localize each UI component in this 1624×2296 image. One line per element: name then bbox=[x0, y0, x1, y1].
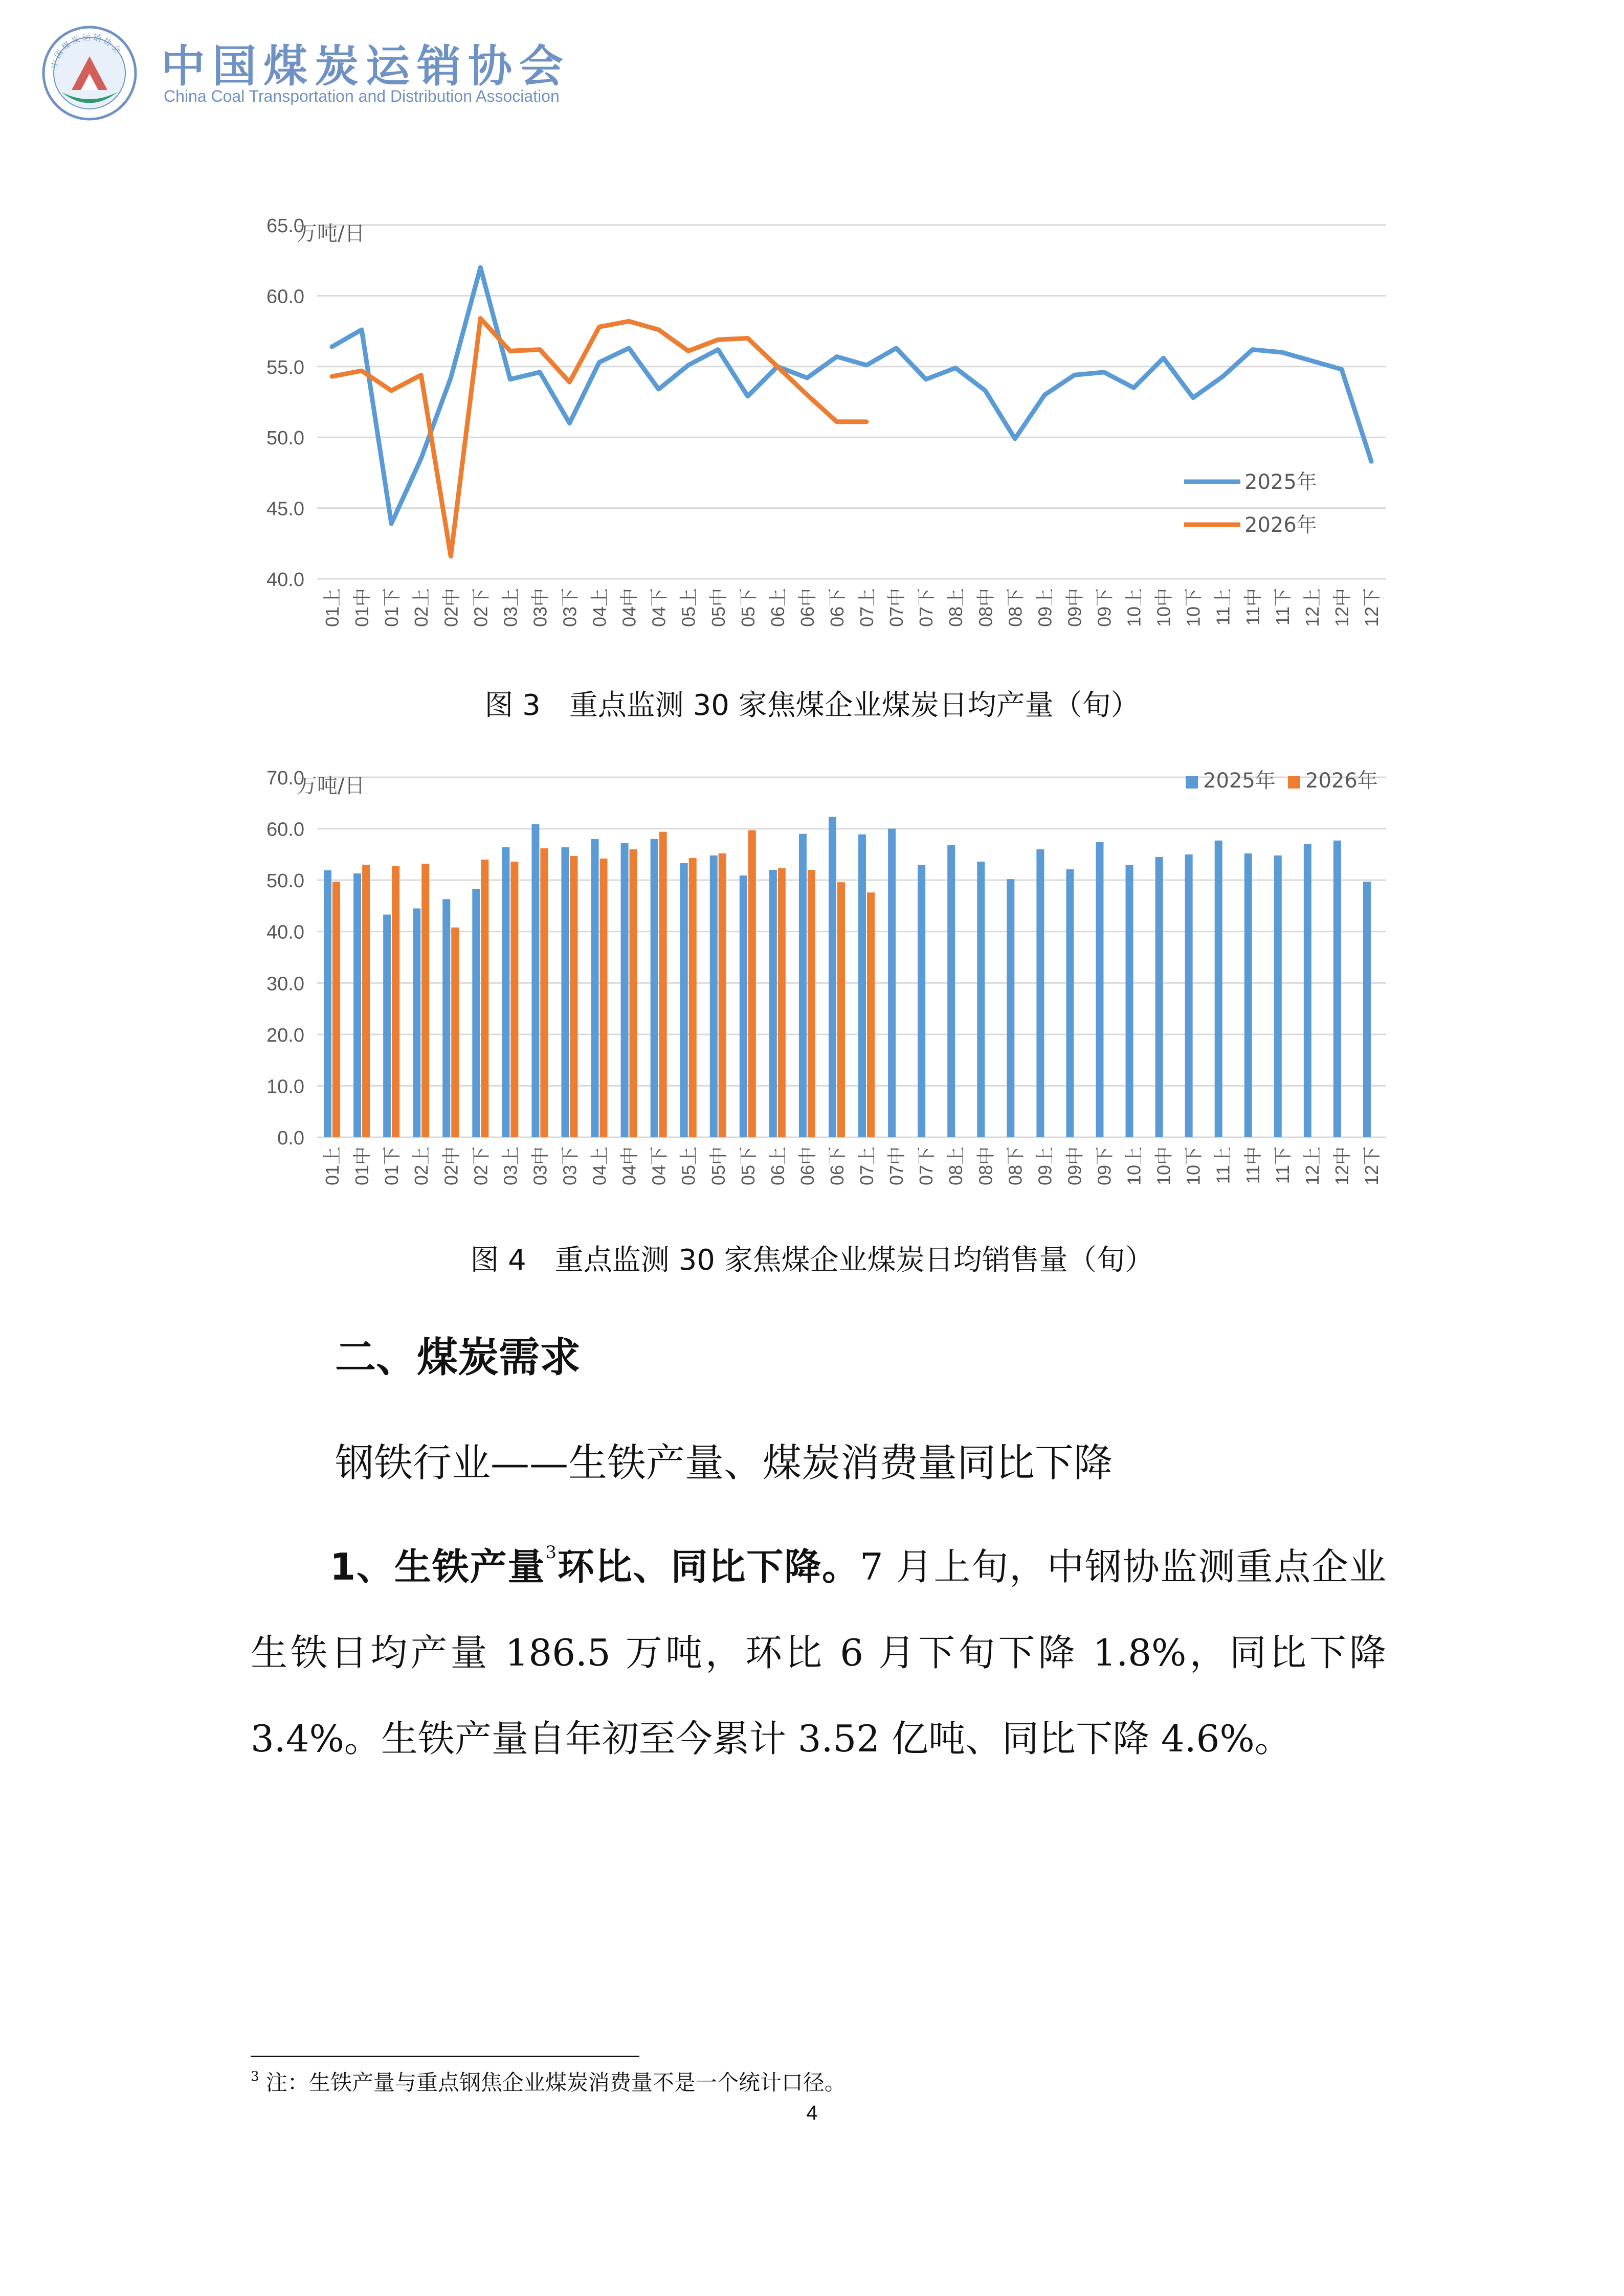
bar-2025年-12上 bbox=[1304, 844, 1311, 1137]
x-tick-label: 02下 bbox=[470, 1146, 492, 1186]
x-tick-label: 10下 bbox=[1183, 1146, 1204, 1186]
bar-2025年-03中 bbox=[531, 824, 539, 1137]
x-tick-label: 12上 bbox=[1301, 588, 1323, 627]
y-tick-label: 65.0 bbox=[266, 215, 304, 237]
bar-2025年-04中 bbox=[621, 843, 629, 1137]
bar-2025年-05下 bbox=[740, 875, 747, 1137]
x-tick-label: 03上 bbox=[500, 588, 521, 627]
x-tick-label: 04中 bbox=[618, 588, 640, 627]
y-tick-label: 70.0 bbox=[266, 768, 304, 789]
bar-2026年-05下 bbox=[748, 830, 756, 1137]
letterhead bbox=[36, 19, 650, 127]
y-tick-label: 60.0 bbox=[266, 286, 304, 308]
x-tick-label: 12中 bbox=[1331, 1146, 1352, 1186]
bar-2026年-05上 bbox=[689, 858, 697, 1137]
bar-2025年-02中 bbox=[442, 899, 450, 1137]
x-tick-label: 04中 bbox=[618, 1146, 640, 1186]
x-tick-label: 03中 bbox=[529, 1146, 551, 1186]
y-tick-label: 45.0 bbox=[266, 498, 304, 520]
line-chart-daily-output bbox=[235, 199, 1412, 660]
legend-label: 2025年 bbox=[1244, 470, 1317, 494]
logo-arc-text: 中国煤炭运销协会 bbox=[49, 32, 124, 70]
figure-3-caption: 图 3 重点监测 30 家焦煤企业煤炭日均产量（旬） bbox=[484, 689, 1140, 722]
bar-2025年-03上 bbox=[502, 847, 509, 1137]
bar-2025年-11上 bbox=[1215, 841, 1222, 1137]
x-tick-label: 09下 bbox=[1094, 588, 1115, 627]
x-tick-label: 01下 bbox=[381, 1146, 403, 1186]
bar-2025年-07中 bbox=[888, 829, 896, 1137]
bar-2025年-08中 bbox=[977, 862, 985, 1137]
bar-2026年-04上 bbox=[600, 859, 608, 1137]
x-tick-label: 11下 bbox=[1272, 588, 1293, 626]
bar-2025年-06上 bbox=[769, 870, 777, 1137]
y-unit-label: 万吨/日 bbox=[297, 222, 365, 245]
x-tick-label: 02中 bbox=[440, 588, 462, 627]
bar-2025年-07上 bbox=[858, 835, 866, 1137]
y-tick-label: 20.0 bbox=[266, 1024, 304, 1046]
bar-2025年-11中 bbox=[1244, 853, 1252, 1137]
bar-2025年-12下 bbox=[1363, 882, 1371, 1137]
x-tick-label: 03下 bbox=[559, 1146, 581, 1186]
bar-2026年-06下 bbox=[837, 882, 845, 1137]
legend-label: 2026年 bbox=[1305, 769, 1378, 793]
page-number: 4 bbox=[806, 2102, 818, 2124]
x-tick-label: 05下 bbox=[737, 1146, 759, 1186]
figure-4-caption: 图 4 重点监测 30 家焦煤企业煤炭日均销售量（旬） bbox=[470, 1244, 1154, 1277]
footnote bbox=[251, 2066, 846, 2097]
x-tick-label: 10上 bbox=[1123, 1146, 1145, 1186]
x-tick-label: 10中 bbox=[1153, 588, 1174, 627]
x-tick-label: 04下 bbox=[648, 1146, 670, 1186]
organization-name-en: China Coal Transportation and Distribution Association bbox=[164, 87, 560, 105]
x-tick-label: 11上 bbox=[1212, 588, 1234, 626]
bar-2026年-06中 bbox=[808, 870, 815, 1137]
legend-label: 2026年 bbox=[1244, 513, 1317, 537]
bar-2025年-01中 bbox=[353, 873, 361, 1137]
y-tick-label: 40.0 bbox=[266, 569, 304, 591]
x-tick-label: 08上 bbox=[945, 588, 967, 627]
footnote-reference: 3 bbox=[545, 1542, 557, 1563]
bar-2026年-07上 bbox=[867, 892, 875, 1137]
x-tick-label: 12下 bbox=[1361, 1146, 1382, 1186]
x-tick-label: 01中 bbox=[351, 1146, 373, 1186]
line-chart-svg bbox=[235, 199, 1412, 660]
y-unit-label: 万吨/日 bbox=[297, 774, 365, 798]
x-tick-label: 09下 bbox=[1094, 1146, 1115, 1186]
bar-2025年-10下 bbox=[1185, 854, 1193, 1137]
bar-2025年-10中 bbox=[1155, 857, 1163, 1137]
x-tick-label: 08中 bbox=[975, 1146, 996, 1186]
legend-swatch bbox=[1288, 776, 1300, 789]
y-tick-label: 60.0 bbox=[266, 819, 304, 841]
body-paragraph bbox=[251, 1524, 1386, 1782]
y-tick-label: 0.0 bbox=[277, 1128, 304, 1149]
bar-2026年-02上 bbox=[421, 864, 429, 1137]
y-tick-label: 55.0 bbox=[266, 356, 304, 378]
y-tick-label: 50.0 bbox=[266, 870, 304, 892]
x-tick-label: 12下 bbox=[1361, 588, 1382, 627]
x-tick-label: 09上 bbox=[1034, 1146, 1056, 1186]
series-line-2025年 bbox=[332, 267, 1371, 524]
x-tick-label: 07上 bbox=[856, 1146, 878, 1186]
bar-2025年-09下 bbox=[1096, 842, 1103, 1137]
x-tick-label: 02上 bbox=[411, 588, 432, 627]
x-tick-label: 10上 bbox=[1123, 588, 1145, 627]
bar-2026年-06上 bbox=[778, 868, 786, 1137]
x-tick-label: 05中 bbox=[707, 1146, 729, 1186]
x-tick-label: 12中 bbox=[1331, 588, 1352, 627]
legend-swatch bbox=[1186, 776, 1198, 789]
x-tick-label: 05下 bbox=[737, 588, 759, 627]
x-tick-label: 11下 bbox=[1272, 1146, 1293, 1184]
bar-2025年-05中 bbox=[710, 856, 718, 1137]
x-tick-label: 08上 bbox=[945, 1146, 967, 1186]
bar-2025年-07下 bbox=[918, 865, 925, 1137]
x-tick-label: 10下 bbox=[1183, 588, 1204, 627]
x-tick-label: 03上 bbox=[500, 1146, 521, 1186]
x-tick-label: 06下 bbox=[826, 1146, 848, 1186]
x-tick-label: 08下 bbox=[1005, 588, 1026, 627]
x-tick-label: 05上 bbox=[678, 588, 699, 627]
bar-2025年-12中 bbox=[1333, 841, 1341, 1137]
x-tick-label: 11中 bbox=[1242, 588, 1263, 626]
bar-2025年-05上 bbox=[680, 863, 688, 1137]
x-tick-label: 08下 bbox=[1005, 1146, 1026, 1186]
bar-2026年-02中 bbox=[451, 928, 459, 1137]
bar-2025年-04下 bbox=[651, 839, 658, 1137]
x-tick-label: 05上 bbox=[678, 1146, 699, 1186]
paragraph-body: 7 月上旬，中钢协监测重点企业生铁日均产量 186.5 万吨，环比 6 月下旬下降 1.8%，同比下降 3.4%。生铁产量自年初至今累计 3.52 亿吨、同比下降 4.6%。 bbox=[251, 1545, 1386, 1760]
bar-chart-svg bbox=[235, 752, 1412, 1222]
footnote-divider bbox=[251, 2056, 639, 2057]
bar-2025年-09上 bbox=[1036, 849, 1044, 1137]
bar-2025年-03下 bbox=[561, 847, 569, 1137]
x-tick-label: 07中 bbox=[886, 1146, 907, 1186]
x-tick-label: 02上 bbox=[411, 1146, 432, 1186]
x-tick-label: 06中 bbox=[796, 588, 818, 627]
bar-2025年-08上 bbox=[947, 845, 955, 1137]
x-tick-label: 04上 bbox=[589, 588, 610, 627]
x-tick-label: 02中 bbox=[440, 1146, 462, 1186]
bar-2025年-06下 bbox=[829, 817, 836, 1137]
x-tick-label: 07中 bbox=[886, 588, 907, 627]
association-logo bbox=[41, 25, 138, 122]
bar-2026年-03下 bbox=[570, 856, 577, 1137]
y-tick-label: 30.0 bbox=[266, 973, 304, 995]
x-tick-label: 03下 bbox=[559, 588, 581, 627]
x-tick-label: 07下 bbox=[916, 1146, 937, 1186]
organization-name-cn: 中国煤炭运销协会 bbox=[161, 40, 570, 92]
bar-2025年-10上 bbox=[1126, 865, 1133, 1137]
x-tick-label: 05中 bbox=[707, 588, 729, 627]
x-tick-label: 09中 bbox=[1064, 1146, 1085, 1186]
bar-2025年-11下 bbox=[1274, 856, 1282, 1137]
bar-2025年-08下 bbox=[1007, 879, 1014, 1137]
x-tick-label: 04下 bbox=[648, 588, 670, 627]
bar-2026年-04下 bbox=[659, 832, 667, 1137]
x-tick-label: 06下 bbox=[826, 588, 848, 627]
x-tick-label: 06上 bbox=[767, 1146, 788, 1186]
bar-2026年-03上 bbox=[510, 862, 518, 1137]
bar-2026年-04中 bbox=[630, 849, 637, 1137]
section-heading: 二、煤炭需求 bbox=[335, 1334, 581, 1381]
x-tick-label: 12上 bbox=[1301, 1146, 1323, 1186]
y-tick-label: 40.0 bbox=[266, 921, 304, 943]
paragraph-lead-rest: 环比、同比下降。 bbox=[557, 1545, 860, 1588]
x-tick-label: 01下 bbox=[381, 588, 403, 627]
y-tick-label: 50.0 bbox=[266, 427, 304, 449]
x-tick-label: 01上 bbox=[322, 1146, 343, 1186]
bar-2026年-01中 bbox=[362, 865, 370, 1137]
bar-2026年-01下 bbox=[392, 866, 399, 1137]
bar-2025年-02下 bbox=[472, 889, 480, 1137]
x-tick-label: 09中 bbox=[1064, 588, 1085, 627]
x-tick-label: 11上 bbox=[1212, 1146, 1234, 1184]
bar-2025年-01下 bbox=[383, 915, 391, 1137]
bar-2025年-01上 bbox=[324, 870, 331, 1137]
bar-2026年-03中 bbox=[540, 848, 548, 1137]
x-tick-label: 10中 bbox=[1153, 1146, 1174, 1186]
bar-2025年-09中 bbox=[1066, 869, 1074, 1137]
bar-2026年-05中 bbox=[719, 853, 726, 1137]
x-tick-label: 08中 bbox=[975, 588, 996, 627]
x-tick-label: 01上 bbox=[322, 588, 343, 627]
bar-2026年-02下 bbox=[481, 860, 488, 1137]
x-tick-label: 11中 bbox=[1242, 1146, 1263, 1184]
x-tick-label: 07下 bbox=[916, 588, 937, 627]
x-tick-label: 02下 bbox=[470, 588, 492, 627]
bar-2025年-02上 bbox=[413, 908, 420, 1137]
y-tick-label: 10.0 bbox=[266, 1076, 304, 1098]
footnote-mark: 3 bbox=[251, 2069, 259, 2084]
footnote-text: 注：生铁产量与重点钢焦企业煤炭消费量不是一个统计口径。 bbox=[265, 2070, 846, 2095]
x-tick-label: 06中 bbox=[796, 1146, 818, 1186]
bar-2026年-01上 bbox=[332, 882, 340, 1137]
x-tick-label: 03中 bbox=[529, 588, 551, 627]
bar-2025年-04上 bbox=[591, 839, 599, 1137]
bar-chart-daily-sales bbox=[235, 752, 1412, 1222]
x-tick-label: 01中 bbox=[351, 588, 373, 627]
legend-label: 2025年 bbox=[1203, 769, 1276, 793]
x-tick-label: 04上 bbox=[589, 1146, 610, 1186]
x-tick-label: 09上 bbox=[1034, 588, 1056, 627]
subsection-heading: 钢铁行业——生铁产量、煤炭消费量同比下降 bbox=[335, 1440, 1113, 1485]
x-tick-label: 06上 bbox=[767, 588, 788, 627]
bar-2025年-06中 bbox=[799, 834, 807, 1137]
x-tick-label: 07上 bbox=[856, 588, 878, 627]
paragraph-lead: 1、生铁产量 bbox=[330, 1545, 546, 1588]
